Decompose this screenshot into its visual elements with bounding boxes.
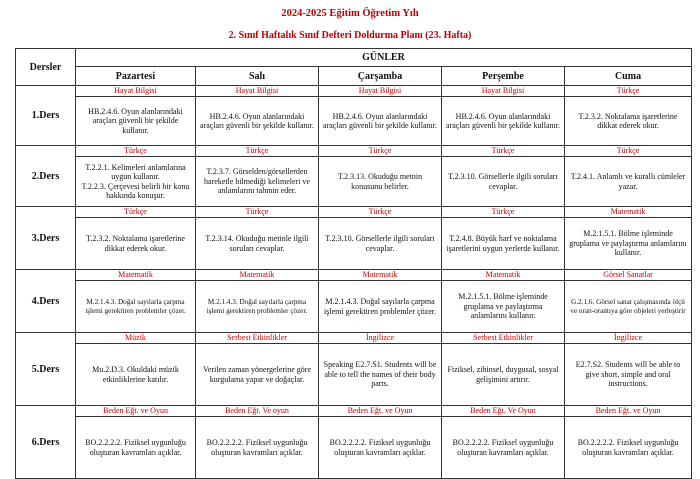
row-label: 5.Ders [16,333,76,406]
subject-label: Türkçe [76,207,195,218]
lesson-cell [76,406,196,479]
subject-label: Türkçe [319,207,441,218]
subject-label: Matematik [196,270,318,281]
outcome-text: T.2.3.2. Noktalama işaretlerine dikkat ederek okur. [86,234,185,253]
lesson-cell [196,146,319,207]
row-label: 4.Ders [16,270,76,333]
lesson-cell [76,207,196,270]
outcome-text: M.2.1.5.1. Bölme işleminde gruplama ve paylaştırma anlamlarını kullanır. [569,229,687,258]
subject-label: Hayat Bilgisi [76,86,195,97]
outcome-text-2: T.2.2.3. Çerçevesi belirli bir konu hakkında konuşur. [81,181,190,200]
subject-label: Beden Eğt. Ve Oyun [442,406,564,417]
subject-label: Matematik [319,270,441,281]
row-label: 6.Ders [16,406,76,479]
outcome-text: M.2.1.4.3. Doğal sayılarla çarpma işlemi gerektiren problemler çözer. [324,297,436,316]
subject-label: Hayat Bilgisi [319,86,441,97]
outcome-text-wrap [76,281,195,332]
subject-label: Görsel Sanatlar [565,270,691,281]
row-label: 1.Ders [16,86,76,146]
outcome-text: Mu.2.D.3. Okuldaki müzik etkinliklerine katılır. [92,365,179,384]
outcome-text: T.2.3.13. Okuduğu metnin konusunu belirler. [337,172,423,191]
day-header-carsamba: Çarşamba [319,67,442,86]
outcome-text: E2.7.S2. Students will be able to give short, simple and oral instructions. [575,360,681,389]
outcome-text: BO.2.2.2.2. Fiziksel uygunluğu oluşturan kavramları açıklar. [452,438,554,457]
lesson-cell [319,406,442,479]
lesson-cell [565,207,692,270]
lesson-cell [196,333,319,406]
outcome-text: BO.2.2.2.2. Fiziksel uygunluğu oluşturan kavramları açıklar. [85,438,186,457]
lesson-cell [442,207,565,270]
lesson-cell [196,406,319,479]
subject-label: İngilizce [565,333,691,344]
outcome-text: M.2.1.4.3. Doğal sayılarla çarpma işlemi gerektiren problemler çözer. [85,297,186,315]
subject-label: Türkçe [76,146,195,157]
outcome-text: HB.2.4.6. Oyun alanlarındaki araçları güvenli bir şekilde kullanır. [446,111,560,130]
lesson-cell [442,146,565,207]
lesson-cell [319,207,442,270]
day-header-sali: Salı [196,67,319,86]
outcome-text: T.2.3.10. Görsellerle ilgili soruları cevaplar. [325,234,435,253]
lesson-row-3 [16,207,692,270]
outcome-text: Speaking E2.7.S1. Students will be able to tell the names of their body parts. [323,360,437,389]
lesson-cell [196,86,319,146]
lesson-cell [196,207,319,270]
outcome-text: G.2.1.6. Görsel sanat çalışmasında ölçü ve oran-orantıya göre objeleri yerleştirir [570,297,686,315]
outcome-text: BO.2.2.2.2. Fiziksel uygunluğu oluşturan kavramları açıklar. [577,438,679,457]
outcome-text: BO.2.2.2.2. Fiziksel uygunluğu oluşturan kavramları açıklar. [206,438,308,457]
plan-title: 2. Sınıf Haftalık Sınıf Defteri Doldurma Planı (23. Hafta) [228,30,472,41]
lesson-cell [565,86,692,146]
lesson-row-1 [16,86,692,146]
lesson-cell [442,270,565,333]
outcome-text: HB.2.4.6. Oyun alanlarındaki araçları güvenli bir şekilde kullanır. [200,111,314,130]
lesson-row-5 [16,333,692,406]
outcome-text: T.2.4.1. Anlamlı ve kurallı cümleler yazar. [570,172,686,191]
outcome-text: Verilen zaman yönergelerine göre kurgulama yapar ve doğaçlar. [202,365,312,384]
lesson-cell [319,146,442,207]
subject-label: Matematik [76,270,195,281]
gunler-header: GÜNLER [76,49,692,67]
lesson-row-6 [16,406,692,479]
subject-label: Beden Eğt. ve Oyun [76,406,195,417]
day-header-pazartesi: Pazartesi [76,67,196,86]
outcome-text: Fiziksel, zihinsel, duygusal, sosyal gelişimini artırır. [447,365,559,384]
outcome-text: T.2.2.1. Kelimeleri anlamlarına uygun kullanır. [85,162,186,181]
schedule-table [15,48,692,479]
outcome-text: BO.2.2.2.2. Fiziksel uygunluğu oluşturan kavramları açıklar. [329,438,431,457]
dersler-header: Dersler [16,49,76,86]
subject-label: Beden Eğt. ve Oyun [565,406,691,417]
subject-label: Hayat Bilgisi [196,86,318,97]
subject-label: Müzik [76,333,195,344]
lesson-cell [76,86,196,146]
day-header-persembe: Perşembe [442,67,565,86]
subject-label: Hayat Bilgisi [442,86,564,97]
outcome-text-wrap [196,281,318,332]
lesson-cell [76,146,196,207]
year-title: 2024-2025 Eğitim Öğretim Yılı [281,8,419,19]
subject-label: Matematik [565,207,691,218]
day-header-cuma: Cuma [565,67,692,86]
lesson-cell [196,270,319,333]
lesson-cell [319,333,442,406]
subject-label: İngilizce [319,333,441,344]
lesson-cell [76,333,196,406]
row-label: 3.Ders [16,207,76,270]
subject-label: Türkçe [196,146,318,157]
outcome-text: T.2.3.2. Noktalama işaretlerine dikkat ederek okur. [578,111,678,130]
outcome-text: T.2.4.8. Büyük harf ve noktalama işaretlerini uygun yerlerde kullanır. [446,234,560,253]
lesson-cell [565,406,692,479]
subject-label: Türkçe [565,146,691,157]
lesson-row-4 [16,270,692,333]
lesson-row-2 [16,146,692,207]
lesson-cell [565,270,692,333]
subject-label: Türkçe [442,146,564,157]
outcome-text: M.2.1.5.1. Bölme işleminde gruplama ve paylaştırma anlamlarını kullanır. [458,292,548,321]
subject-label: Türkçe [565,86,691,97]
subject-label: Türkçe [319,146,441,157]
lesson-cell [319,86,442,146]
row-label: 2.Ders [16,146,76,207]
subject-label: Matematik [442,270,564,281]
lesson-cell [319,270,442,333]
outcome-text: M.2.1.4.3. Doğal sayılarla çarpma işlemi gerektiren problemler çözer. [206,297,308,315]
lesson-cell [442,86,565,146]
outcome-text-group [76,157,195,206]
outcome-text: T.2.3.7. Görselden/görsellerden hareketle bilmediği kelimeleri ve anlamlarını tahmin eder. [204,167,310,196]
subject-label: Beden Eğt. ve Oyun [319,406,441,417]
subject-label: Türkçe [442,207,564,218]
lesson-cell [442,333,565,406]
outcome-text: HB.2.4.6. Oyun alanlarındaki araçları güvenli bir şekilde kullanır. [88,106,183,135]
lesson-cell [76,270,196,333]
outcome-text: T.2.3.10. Görsellerle ilgili soruları cevaplar. [448,172,558,191]
outcome-text-wrap [565,281,691,332]
outcome-text: HB.2.4.6. Oyun alanlarındaki araçları güvenli bir şekilde kullanır. [323,111,437,130]
lesson-cell [442,406,565,479]
lesson-cell [565,333,692,406]
subject-label: Türkçe [196,207,318,218]
subject-label: Serbest Etkinlikler [196,333,318,344]
subject-label: Serbest Etkinlikler [442,333,564,344]
outcome-text: T.2.3.14. Okuduğu metinle ilgili soruları cevaplar. [205,234,309,253]
lesson-cell [565,146,692,207]
subject-label: Beden Eğt. Ve oyun [196,406,318,417]
